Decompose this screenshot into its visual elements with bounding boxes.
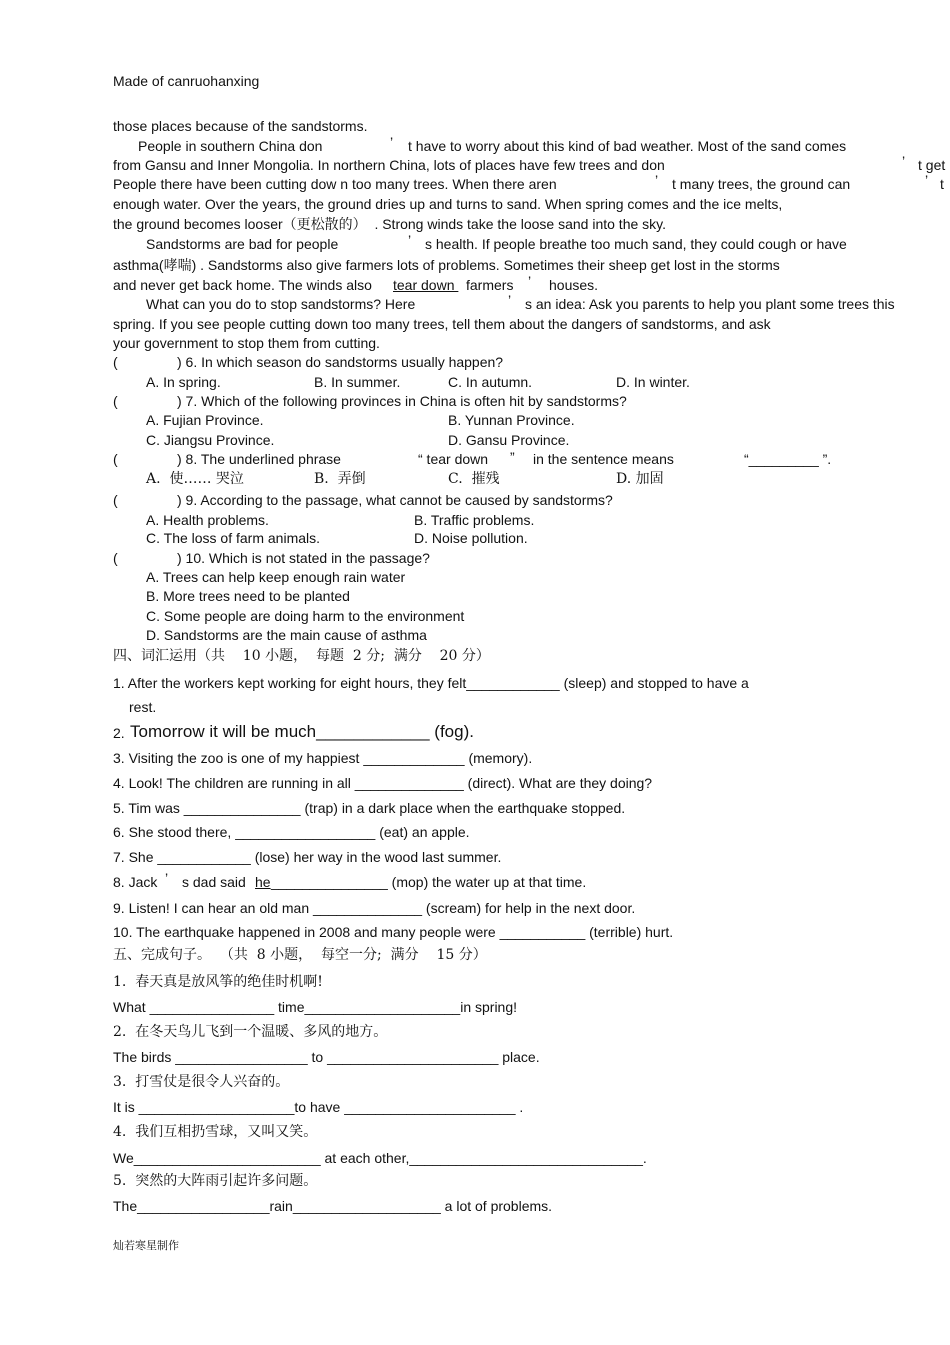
passage-line: your government to stop them from cutting. bbox=[113, 335, 380, 351]
question-7: ) 7. Which of the following provinces in China is often hit by sandstorms? bbox=[177, 393, 627, 409]
option-d: D. Gansu Province. bbox=[448, 432, 570, 448]
quoted-phrase: “ tear down bbox=[418, 451, 489, 467]
option-d: D. Noise pollution. bbox=[414, 530, 528, 546]
answer-bracket: ( bbox=[113, 492, 118, 508]
option-d: D. 加固 bbox=[616, 471, 664, 487]
passage-word: houses. bbox=[549, 277, 599, 293]
sentence-4: We________________________ at each other,______________________________. bbox=[113, 1150, 647, 1166]
section-5-heading: 五、完成句子。 （共 8 小题， 每空一分; 满分 15 分） bbox=[113, 947, 487, 963]
section-4-heading: 四、词汇运用（共 10 小题， 每题 2 分; 满分 20 分） bbox=[113, 648, 490, 664]
passage-line: People there have been cutting dow n too many trees. When there aren bbox=[113, 176, 557, 192]
option-b: B. More trees need to be planted bbox=[146, 588, 350, 604]
apostrophe: ’ bbox=[390, 134, 394, 150]
underlined-word: he bbox=[255, 874, 271, 890]
option-c: C. Jiangsu Province. bbox=[146, 432, 275, 448]
passage-line: t have to worry about this kind of bad weather. Most of the sand comes bbox=[408, 138, 847, 154]
option-a: A. Trees can help keep enough rain water bbox=[146, 569, 406, 585]
apostrophe: ’ bbox=[408, 232, 412, 248]
prompt-3: 3. 打雪仗是很令人兴奋的。 bbox=[113, 1074, 290, 1090]
passage-line: spring. If you see people cutting down too many trees, tell them about the dangers of sandstorms, and ask bbox=[113, 316, 771, 332]
apostrophe: ’ bbox=[925, 172, 929, 188]
passage-line: People in southern China don bbox=[138, 138, 323, 154]
vocab-item-6: 6. She stood there, __________________ (eat) an apple. bbox=[113, 824, 470, 840]
passage-line: enough water. Over the years, the ground dries up and turns to sand. When spring comes and the ice melts, bbox=[113, 196, 783, 212]
sentence-2: The birds _________________ to ______________________ place. bbox=[113, 1049, 540, 1065]
vocab-item-1-cont: rest. bbox=[129, 699, 157, 715]
sentence-1: What ________________ time____________________in spring! bbox=[113, 999, 518, 1015]
answer-bracket: ( bbox=[113, 550, 118, 566]
question-6: ) 6. In which season do sandstorms usually happen? bbox=[177, 354, 504, 370]
prompt-5: 5. 突然的大阵雨引起许多问题。 bbox=[113, 1173, 318, 1189]
option-b: B. Yunnan Province. bbox=[448, 412, 575, 428]
underlined-phrase: tear down bbox=[393, 277, 459, 293]
page-footer: 灿若寒星制作 bbox=[113, 1239, 179, 1252]
passage-word: farmers bbox=[466, 277, 514, 293]
question-8: ) 8. The underlined phrase bbox=[177, 451, 341, 467]
sentence-5: The_________________rain___________________ a lot of problems. bbox=[113, 1198, 553, 1214]
vocab-item-3: 3. Visiting the zoo is one of my happiest _____________ (memory). bbox=[113, 750, 533, 766]
passage-line: asthma(哮喘) . Sandstorms also give farmers lots of problems. Sometimes their sheep get lost in the storms bbox=[113, 257, 780, 273]
question-10: ) 10. Which is not stated in the passage? bbox=[177, 550, 430, 566]
answer-bracket: ( bbox=[113, 451, 118, 467]
apostrophe: ’ bbox=[528, 273, 532, 289]
option-a: A. 使…… 哭泣 bbox=[146, 471, 244, 487]
vocab-item-8: 8. Jack bbox=[113, 874, 158, 890]
answer-blank: “_________ ”. bbox=[744, 451, 832, 467]
question-8-cont: in the sentence means bbox=[533, 451, 674, 467]
answer-bracket: ( bbox=[113, 393, 118, 409]
answer-bracket: ( bbox=[113, 354, 118, 370]
vocab-item-2-number: 2. bbox=[113, 725, 129, 741]
passage-line: those places because of the sandstorms. bbox=[113, 118, 368, 134]
passage-line: from Gansu and Inner Mongolia. In northern China, lots of places have few trees and don bbox=[113, 157, 665, 173]
passage-line: s health. If people breathe too much sand, they could cough or have bbox=[425, 236, 847, 252]
option-a: A. Health problems. bbox=[146, 512, 269, 528]
option-a: A. Fujian Province. bbox=[146, 412, 264, 428]
vocab-item-9: 9. Listen! I can hear an old man ______________ (scream) for help in the next door. bbox=[113, 900, 636, 916]
apostrophe: ’ bbox=[902, 153, 906, 169]
prompt-2: 2. 在冬天鸟儿飞到一个温暖、多风的地方。 bbox=[113, 1024, 388, 1040]
option-c: C. The loss of farm animals. bbox=[146, 530, 321, 546]
apostrophe: ’ bbox=[165, 870, 169, 886]
vocab-item-4: 4. Look! The children are running in all ______________ (direct). What are they doing? bbox=[113, 775, 653, 791]
passage-line: What can you do to stop sandstorms? Here bbox=[146, 296, 416, 312]
vocab-item-7: 7. She ____________ (lose) her way in the wood last summer. bbox=[113, 849, 502, 865]
page-header: Made of canruohanxing bbox=[113, 73, 260, 89]
passage-line: t many trees, the ground can bbox=[672, 176, 851, 192]
option-a: A. In spring. bbox=[146, 374, 221, 390]
apostrophe: ’ bbox=[508, 292, 512, 308]
passage-line: the ground becomes looser（更松散的） . Strong winds take the loose sand into the sky. bbox=[113, 216, 667, 232]
prompt-4: 4. 我们互相扔雪球，又叫又笑。 bbox=[113, 1124, 318, 1140]
option-d: D. In winter. bbox=[616, 374, 690, 390]
vocab-item-10: 10. The earthquake happened in 2008 and many people were ___________ (terrible) hurt. bbox=[113, 924, 674, 940]
option-b: B. 弄倒 bbox=[314, 471, 366, 487]
apostrophe: ’ bbox=[655, 172, 659, 188]
vocab-item-8-cont: s dad said bbox=[182, 874, 250, 890]
question-9: ) 9. According to the passage, what cannot be caused by sandstorms? bbox=[177, 492, 613, 508]
passage-line: t get bbox=[918, 157, 946, 173]
option-b: B. In summer. bbox=[314, 374, 401, 390]
option-b: B. Traffic problems. bbox=[414, 512, 535, 528]
option-c: C. Some people are doing harm to the environment bbox=[146, 608, 465, 624]
sentence-3: It is ____________________to have ______________________ . bbox=[113, 1099, 524, 1115]
option-c: C. 摧残 bbox=[448, 471, 500, 487]
option-d: D. Sandstorms are the main cause of asthma bbox=[146, 627, 427, 643]
prompt-1: 1. 春天真是放风筝的绝佳时机啊! bbox=[113, 974, 323, 990]
vocab-item-8-blank: _______________ (mop) the water up at that time. bbox=[271, 874, 587, 890]
passage-line: s an idea: Ask you parents to help you plant some trees this bbox=[525, 296, 895, 312]
option-c: C. In autumn. bbox=[448, 374, 533, 390]
passage-line: Sandstorms are bad for people bbox=[146, 236, 339, 252]
vocab-item-2: Tomorrow it will be much____________ (fog). bbox=[130, 722, 474, 741]
close-quote: ” bbox=[510, 449, 515, 465]
vocab-item-1: 1. After the workers kept working for eight hours, they felt____________ (sleep) and stopped to have a bbox=[113, 675, 749, 691]
passage-line: and never get back home. The winds also bbox=[113, 277, 376, 293]
vocab-item-5: 5. Tim was _______________ (trap) in a dark place when the earthquake stopped. bbox=[113, 800, 626, 816]
passage-line: t bbox=[940, 176, 944, 192]
